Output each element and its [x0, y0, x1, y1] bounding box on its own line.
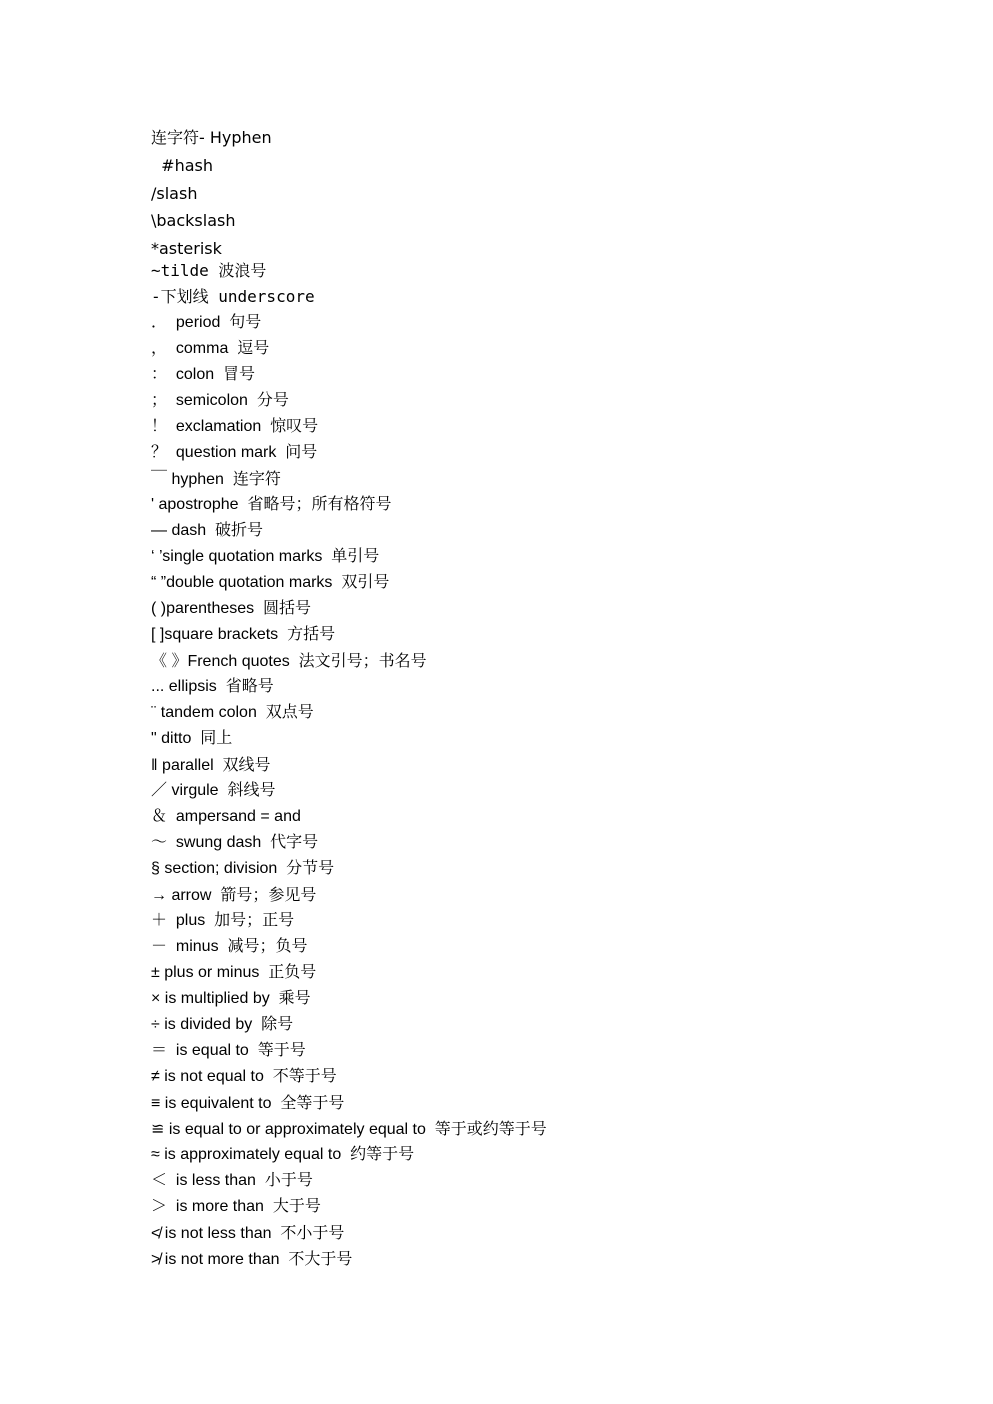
text-line-comma: ， comma 逗号	[151, 340, 270, 357]
text-line-question-mark: ？ question mark 问号	[151, 444, 318, 461]
text-line-ditto: " ditto 同上	[151, 730, 233, 747]
text-line-equivalent: ≡ is equivalent to 全等于号	[151, 1095, 345, 1112]
text-line-divided: ÷ is divided by 除号	[151, 1016, 294, 1033]
text-line-not-less-than: ≮ is not less than 不小于号	[151, 1225, 345, 1242]
text-line-parallel: ‖ parallel 双线号	[151, 757, 271, 774]
text-line-less-than: ＜ is less than 小于号	[151, 1172, 313, 1189]
text-line-square-brackets: [ ]square brackets 方括号	[151, 626, 336, 643]
text-line-apostrophe: ' apostrophe 省略号；所有格符号	[151, 496, 392, 513]
text-line-hyphen: ￣ hyphen 连字符	[151, 471, 281, 488]
text-line-not-equal: ≠ is not equal to 不等于号	[151, 1068, 337, 1085]
text-line-virgule: ／ virgule 斜线号	[151, 782, 276, 799]
text-line-plus: ＋ plus 加号；正号	[151, 912, 295, 929]
text-line-multiplied: × is multiplied by 乘号	[151, 990, 311, 1007]
text-line-more-than: ＞ is more than 大于号	[151, 1198, 321, 1215]
text-line-plus-or-minus: ± plus or minus 正负号	[151, 964, 317, 981]
text-line-swung-dash: ～ swung dash 代字号	[151, 834, 319, 851]
text-line-equal-or-approx: ≌ is equal to or approximately equal to 等于或约等于号	[151, 1121, 547, 1138]
text-line-asterisk: *asterisk	[151, 239, 222, 258]
text-line-arrow: → arrow 箭号；参见号	[151, 887, 317, 904]
text-line-section: § section; division 分节号	[151, 860, 335, 877]
text-line-tandem-colon: ¨ tandem colon 双点号	[151, 704, 314, 721]
text-line-not-more-than: ≯ is not more than 不大于号	[151, 1251, 353, 1268]
text-line-single-quotation: ‘ ’single quotation marks 单引号	[151, 548, 380, 565]
text-line-colon: ： colon 冒号	[151, 366, 256, 383]
text-line-double-quotation: “ ”double quotation marks 双引号	[151, 574, 390, 591]
text-line-dash: — dash 破折号	[151, 522, 264, 539]
text-line-tilde: ~tilde 波浪号	[151, 261, 267, 280]
text-line-period: ． period 句号	[151, 314, 262, 331]
text-line-ampersand: ＆ ampersand = and	[151, 808, 301, 825]
text-line-exclamation: ！ exclamation 惊叹号	[151, 418, 319, 435]
text-line-slash: /slash	[151, 184, 198, 203]
text-line-minus: － minus 减号；负号	[151, 938, 308, 955]
text-line-backslash: \backslash	[151, 211, 236, 230]
text-line-ellipsis: ... ellipsis 省略号	[151, 678, 274, 695]
text-line-parentheses: ( )parentheses 圆括号	[151, 600, 312, 617]
text-line-french-quotes: 《 》French quotes 法文引号；书名号	[151, 653, 427, 670]
text-line-approx-equal: ≈ is approximately equal to 约等于号	[151, 1146, 415, 1163]
text-line-hash: #hash	[151, 156, 213, 175]
text-line-equal: ＝ is equal to 等于号	[151, 1042, 306, 1059]
text-line-hyphen-title: 连字符- Hyphen	[151, 128, 272, 147]
text-line-semicolon: ； semicolon 分号	[151, 392, 289, 409]
text-line-underscore: -下划线 underscore	[151, 287, 315, 306]
